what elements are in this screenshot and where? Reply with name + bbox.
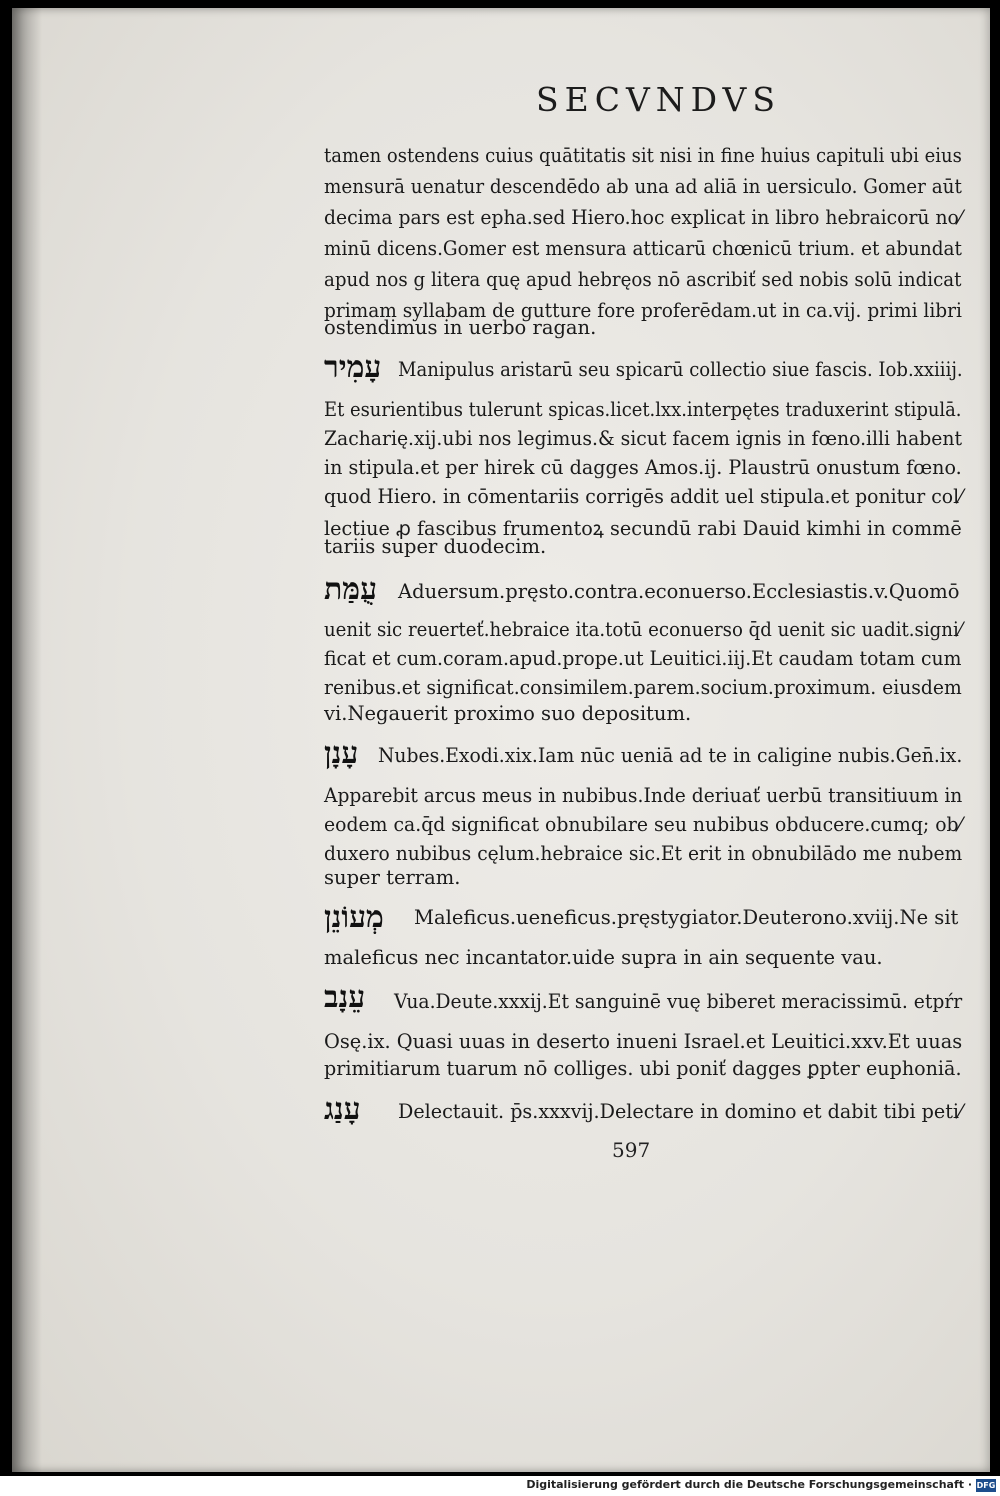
text-line: primitiarum tuarum nō colliges. ubi poniť dagges ꝑpter euphoniā. bbox=[324, 1057, 962, 1080]
entry-definition: Maleficus.ueneficus.pręstygiator.Deuterono.xviij.Ne sit bbox=[414, 906, 959, 929]
page-gutter-shadow bbox=[12, 8, 42, 1472]
text-line: tariis super duodecim. bbox=[324, 535, 547, 558]
text-line: quod Hiero. in cōmentariis corrigēs addit uel stipula.et ponitur col⁄ bbox=[324, 485, 963, 508]
text-line: Osę.ix. Quasi uuas in deserto inueni Israel.et Leuitici.xxv.Et uuas bbox=[324, 1030, 963, 1053]
entry-definition: Vua.Deute.xxxij.Et sanguinē vuę biberet meracissimū. etpŕr bbox=[394, 990, 963, 1013]
hebrew-headword: עֵנָב bbox=[324, 980, 366, 1015]
hebrew-headword: עָמִיר bbox=[324, 350, 382, 385]
funding-credit: Digitalisierung gefördert durch die Deutsche Forschungsgemeinschaft · bbox=[526, 1478, 972, 1491]
entry-definition: Nubes.Exodi.xix.Iam nūc ueniā ad te in caligine nubis.Gen̄.ix. bbox=[378, 744, 963, 767]
text-line: decima pars est epha.sed Hiero.hoc explicat in libro hebraicorū no⁄ bbox=[324, 206, 962, 229]
text-line: ficat et cum.coram.apud.prope.ut Leuitici.iij.Et caudam totam cum bbox=[324, 647, 962, 670]
text-line: ostendimus in uerbo ragan. bbox=[324, 316, 597, 339]
text-line: in stipula.et per hirek cū dagges Amos.ij. Plaustrū onustum fœno. bbox=[324, 456, 962, 479]
entry-definition: Aduersum.pręsto.contra.econuerso.Ecclesiastis.v.Quomō bbox=[398, 580, 960, 603]
text-line: minū dicens.Gomer est mensura atticarū chœnicū trium. et abundat bbox=[324, 237, 962, 260]
hebrew-headword: עָנָן bbox=[324, 736, 359, 771]
text-line: primam syllabam de gutture fore proferēdam.ut in ca.vij. primi libri bbox=[324, 299, 962, 322]
text-line: maleficus nec incantator.uide supra in ain sequente vau. bbox=[324, 946, 883, 969]
text-line: Apparebit arcus meus in nubibus.Inde deriuať uerbū transitiuum in bbox=[324, 784, 963, 807]
page-number: 597 bbox=[612, 1138, 651, 1162]
text-line: eodem ca.q̄d significat obnubilare seu nubibus obducere.cumq; ob⁄ bbox=[324, 813, 962, 836]
text-line: apud nos g litera quę apud hebręos nō ascribiť sed nobis solū indicat bbox=[324, 268, 962, 291]
text-line: tamen ostendens cuius quātitatis sit nisi in fine huius capituli ubi eius bbox=[324, 144, 962, 167]
entry-definition: Manipulus aristarū seu spicarū collectio siue fascis. Iob.xxiiij. bbox=[398, 358, 963, 381]
text-line: vi.Negauerit proximo suo depositum. bbox=[324, 702, 692, 725]
text-line: mensurā uenatur descendēdo ab una ad aliā in uersiculo. Gomer aūt bbox=[324, 175, 962, 198]
running-title: SECVNDVS bbox=[536, 80, 781, 119]
text-line: renibus.et significat.consimilem.parem.socium.proximum. eiusdem bbox=[324, 676, 962, 699]
text-line: lectiue ꝓ fascibus frumentoꝝ secundū rabi Dauid kimhi in commē bbox=[324, 517, 962, 540]
footer-bar bbox=[0, 1476, 1000, 1496]
text-line: Et esurientibus tulerunt spicas.licet.lxx.interpętes traduxerint stipulā. bbox=[324, 398, 962, 421]
text-line: super terram. bbox=[324, 866, 461, 889]
text-line: Zacharię.xij.ubi nos legimus.& sicut facem ignis in fœno.illi habent bbox=[324, 427, 963, 450]
text-line: uenit sic reuerteť.hebraice ita.totū econuerso q̄d uenit sic uadit.signi⁄ bbox=[324, 618, 962, 641]
text-line: duxero nubibus cęlum.hebraice sic.Et erit in obnubilādo me nubem bbox=[324, 842, 963, 865]
dfg-logo-icon: DFG bbox=[976, 1481, 996, 1490]
hebrew-headword: עֻמַּת bbox=[324, 572, 378, 607]
hebrew-headword: עָנַג bbox=[324, 1092, 361, 1127]
hebrew-headword: מְעוֹנֵן bbox=[324, 900, 384, 935]
entry-definition: Delectauit. p̄s.xxxvij.Delectare in domino et dabit tibi peti⁄ bbox=[398, 1100, 963, 1123]
